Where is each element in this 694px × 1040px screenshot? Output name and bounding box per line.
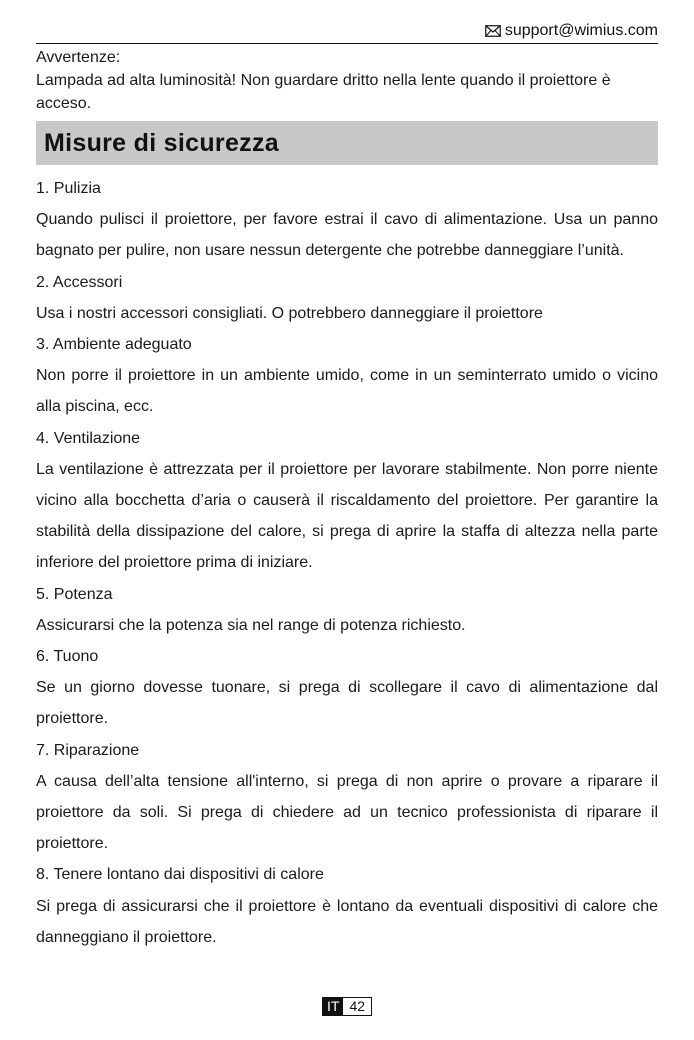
page-footer <box>0 997 694 1016</box>
warning-title: Avvertenze: <box>36 49 121 66</box>
item-heading: 3. Ambiente adeguato <box>36 336 192 354</box>
support-email: support@wimius.com <box>504 22 658 39</box>
page-number: 42 <box>349 998 366 1014</box>
item-body: A causa dell’alta tensione all'interno, si prega di non aprire o provare a riparare il proiettore da soli. Si prega di chiedere ad un tecnico professionista di riparare il proiettore. <box>36 772 658 853</box>
warning-text: Lampada ad alta luminosità! Non guardare dritto nella lente quando il proiettore è acceso. <box>36 72 611 112</box>
language-code: IT <box>323 998 343 1015</box>
item-heading: 1. Pulizia <box>36 180 101 197</box>
item-heading: 6. Tuono <box>36 648 99 666</box>
item-body: Se un giorno dovesse tuonare, si prega di scollegare il cavo di alimentazione dal proiettore. <box>36 679 658 728</box>
item-body: La ventilazione è attrezzata per il proiettore per lavorare stabilmente. Non porre niente vicino alla bocchetta d’aria o causerà il riscaldamento del proiettore. Per garantire la stabilità della dissipazione del calore, si prega di aprire la staffa di altezza nella parte inferiore del proiettore prima di iniziare. <box>36 460 658 572</box>
section-header-bar <box>36 121 658 165</box>
item-heading: 7. Riparazione <box>36 741 140 759</box>
item-heading: 2. Accessori <box>36 273 123 291</box>
item-body: Non porre il proiettore in un ambiente umido, come in un seminterrato umido o vicino alla piscina, ecc. <box>36 367 658 416</box>
item-body: Assicurarsi che la potenza sia nel range di potenza richiesto. <box>36 616 466 634</box>
item-heading: 4. Ventilazione <box>36 429 141 447</box>
section-title: Misure di sicurezza <box>44 128 279 157</box>
warning-block <box>36 46 658 115</box>
item-heading: 8. Tenere lontano dai dispositivi di calore <box>36 866 324 884</box>
page-indicator <box>322 997 372 1016</box>
safety-list <box>36 173 658 953</box>
item-heading: 5. Potenza <box>36 585 113 603</box>
item-body: Quando pulisci il proiettore, per favore estrai il cavo di alimentazione. Usa un panno bagnato per pulire, non usare nessun detergente che potrebbe danneggiare l’unità. <box>36 211 658 260</box>
item-body: Usa i nostri accessori consigliati. O potrebbero danneggiare il proiettore <box>36 304 543 322</box>
item-body: Si prega di assicurarsi che il proiettore è lontano da eventuali dispositivi di calore che danneggiano il proiettore. <box>36 897 658 946</box>
header-contact <box>485 22 658 40</box>
header-divider <box>36 43 658 44</box>
envelope-icon <box>485 25 501 37</box>
